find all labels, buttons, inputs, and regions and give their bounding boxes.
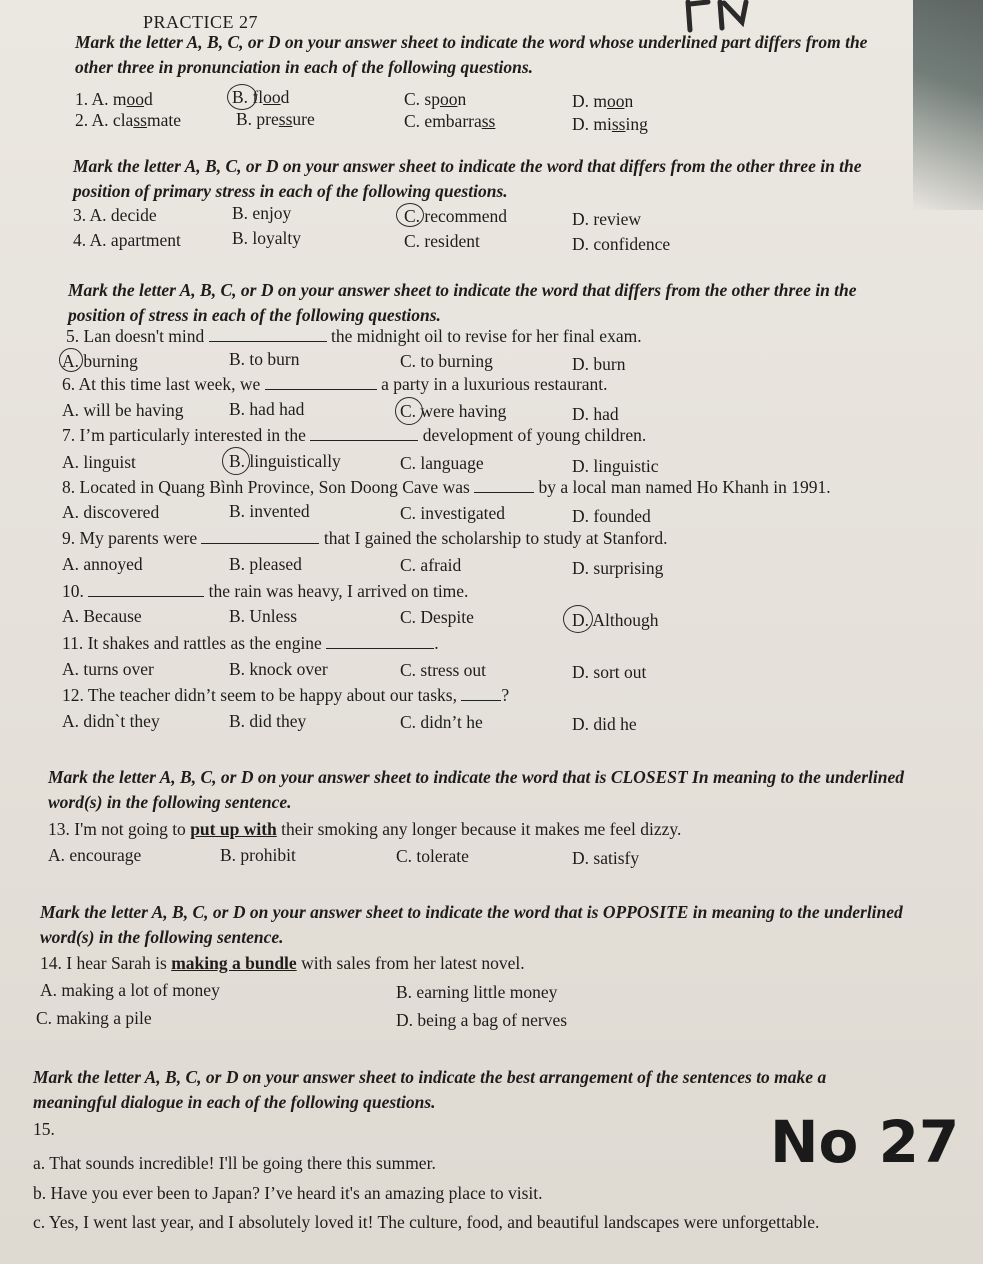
instruction-primary-stress: Mark the letter A, B, C, or D on your answer sheet to indicate the word that differs from the other three in the position of primary stress in each of the following questions. [73,156,862,201]
answer-blank[interactable] [326,634,434,649]
instruction-stress: Mark the letter A, B, C, or D on your answer sheet to indicate the word that differs from the other three in the position of stress in each of the following questions. [68,280,857,325]
q13-stem-start: 13. I'm not going to [48,819,186,839]
q6-stem [62,373,608,395]
q13-option-a[interactable]: A. encourage [48,845,142,865]
answer-circle [395,397,423,425]
q7-option-c[interactable]: C. language [400,453,484,473]
answer-blank[interactable] [461,686,501,701]
q8-stem-end: by a local man named Ho Khanh in 1991. [538,477,831,497]
q2-option-c[interactable]: C. embarrass [404,111,496,131]
answer-blank[interactable] [474,478,534,493]
q8-option-d[interactable]: D. founded [572,506,651,526]
q8-option-a[interactable]: A. discovered [62,502,160,522]
q13-stem [48,818,681,840]
q15-sentence-b: b. Have you ever been to Japan? I’ve heard it's an amazing place to visit. [33,1183,543,1203]
q7-stem [62,424,646,446]
q9-stem-start: 9. My parents were [62,528,198,548]
q12-option-a[interactable]: A. didn`t they [62,711,160,731]
handwritten-note-no27 [770,1104,960,1176]
q12-option-b[interactable]: B. did they [229,711,307,731]
q9-option-d[interactable]: D. surprising [572,558,664,578]
instruction-closest-meaning: Mark the letter A, B, C, or D on your answer sheet to indicate the word that is CLOSEST In meaning to the underlined word(s) in the following sentence. [48,767,905,812]
q10-option-b[interactable]: B. Unless [229,606,298,626]
q8-stem-start: 8. Located in Quang Bình Province, Son Doong Cave was [62,477,470,497]
q13-option-c[interactable]: C. tolerate [396,846,469,866]
q11-stem-start: 11. It shakes and rattles as the engine [62,633,322,653]
q1-option-d[interactable]: D. moon [572,91,634,111]
q9-stem [62,527,667,549]
q9-option-a[interactable]: A. annoyed [62,554,143,574]
q6-option-d[interactable]: D. had [572,404,619,424]
answer-circle [59,348,83,372]
q3-option-d[interactable]: D. review [572,209,642,229]
q10-option-c[interactable]: C. Despite [400,607,474,627]
q14-underlined-phrase: making a bundle [171,953,297,973]
q6-stem-end: a party in a luxurious restaurant. [381,374,608,394]
q1-option-c[interactable]: C. spoon [404,89,467,109]
answer-circle [227,84,257,110]
q6-option-a[interactable]: A. will be having [62,400,184,420]
q7-option-b[interactable]: B. linguistically [229,451,341,471]
q6-stem-start: 6. At this time last week, we [62,374,261,394]
q3-option-b[interactable]: B. enjoy [232,203,292,223]
instruction-opposite-meaning: Mark the letter A, B, C, or D on your answer sheet to indicate the word that is OPPOSITE in meaning to the underlined word(s) in the following sentence. [40,902,903,947]
q10-option-a[interactable]: A. Because [62,606,142,626]
q6-option-c[interactable]: C. were having [400,401,507,421]
q7-option-d[interactable]: D. linguistic [572,456,659,476]
q11-option-b[interactable]: B. knock over [229,659,328,679]
q5-stem [66,325,642,347]
answer-circle [396,203,424,227]
q10-stem-end: the rain was heavy, I arrived on time. [208,581,469,601]
q14-option-b[interactable]: B. earning little money [396,982,558,1002]
q9-stem-end: that I gained the scholarship to study at Stanford. [323,528,668,548]
q7-stem-end: development of young children. [422,425,647,445]
answer-circle [563,605,593,633]
q2-option-a[interactable]: 2. A. classmate [75,110,181,130]
q4-option-c[interactable]: C. resident [404,231,480,251]
q13-option-d[interactable]: D. satisfy [572,848,640,868]
q11-stem [62,632,439,654]
q8-stem [62,476,831,498]
answer-blank[interactable] [201,529,319,544]
q9-option-c[interactable]: C. afraid [400,555,462,575]
q13-underlined-phrase: put up with [190,819,277,839]
q11-option-d[interactable]: D. sort out [572,662,647,682]
q9-option-b[interactable]: B. pleased [229,554,302,574]
q4-option-d[interactable]: D. confidence [572,234,671,254]
q12-stem-end: ? [501,685,510,705]
answer-blank[interactable] [265,375,377,390]
q7-option-a[interactable]: A. linguist [62,452,136,472]
q15-number: 15. [33,1119,55,1139]
q15-sentence-c: c. Yes, I went last year, and I absolutely loved it! The culture, food, and beautiful landscapes were unforgettable. [33,1212,820,1232]
q1-option-b[interactable]: B. flood [232,87,290,107]
instruction-pronunciation: Mark the letter A, B, C, or D on your answer sheet to indicate the word whose underlined part differs from the other three in pronunciation in each of the following questions. [75,32,868,77]
q15-sentence-a: a. That sounds incredible! I'll be going there this summer. [33,1153,436,1173]
q5-option-d[interactable]: D. burn [572,354,626,374]
q11-option-c[interactable]: C. stress out [400,660,487,680]
q7-stem-start: 7. I’m particularly interested in the [62,425,306,445]
q1-option-a[interactable]: 1. A. mood [75,89,153,109]
q4-option-a[interactable]: 4. A. apartment [73,230,181,250]
q12-option-c[interactable]: C. didn’t he [400,712,483,732]
q10-option-d[interactable]: D. Although [572,610,659,630]
answer-blank[interactable] [88,582,204,597]
answer-blank[interactable] [209,327,327,342]
q13-stem-end: their smoking any longer because it makes me feel dizzy. [281,819,682,839]
q14-option-d[interactable]: D. being a bag of nerves [396,1010,568,1030]
handwritten-note-text: No 27 [770,1108,960,1176]
q2-option-b[interactable]: B. pressure [236,109,315,129]
q14-stem-end: with sales from her latest novel. [301,953,525,973]
q12-stem [62,684,509,706]
q14-option-c[interactable]: C. making a pile [36,1008,152,1028]
q5-stem-start: 5. Lan doesn't mind [66,326,205,346]
background-shadow [913,0,983,210]
page-title: PRACTICE 27 [143,12,259,32]
q13-option-b[interactable]: B. prohibit [220,845,296,865]
q8-option-c[interactable]: C. investigated [400,503,505,523]
q2-option-d[interactable]: D. missing [572,114,648,134]
q3-option-c[interactable]: C. recommend [404,206,508,226]
answer-blank[interactable] [310,426,418,441]
q10-stem-start: 10. [62,581,84,601]
q8-option-b[interactable]: B. invented [229,501,310,521]
q14-stem [40,952,525,974]
q10-stem [62,580,468,602]
q11-stem-end: . [434,633,439,653]
answer-circle [222,447,250,475]
q14-option-a[interactable]: A. making a lot of money [40,980,220,1000]
instruction-arrangement: Mark the letter A, B, C, or D on your answer sheet to indicate the best arrangement of the sentences to make a meaningful dialogue in each of the following questions. [33,1067,827,1112]
q12-stem-start: 12. The teacher didn’t seem to be happy about our tasks, [62,685,457,705]
q5-stem-end: the midnight oil to revise for her final exam. [331,326,642,346]
q3-option-a[interactable]: 3. A. decide [73,205,157,225]
q14-stem-start: 14. I hear Sarah is [40,953,167,973]
q5-option-a[interactable]: A. burning [62,351,138,371]
q5-option-b[interactable]: B. to burn [229,349,300,369]
q6-option-b[interactable]: B. had had [229,399,305,419]
q11-option-a[interactable]: A. turns over [62,659,154,679]
q4-option-b[interactable]: B. loyalty [232,228,302,248]
q12-option-d[interactable]: D. did he [572,714,637,734]
q5-option-c[interactable]: C. to burning [400,351,493,371]
